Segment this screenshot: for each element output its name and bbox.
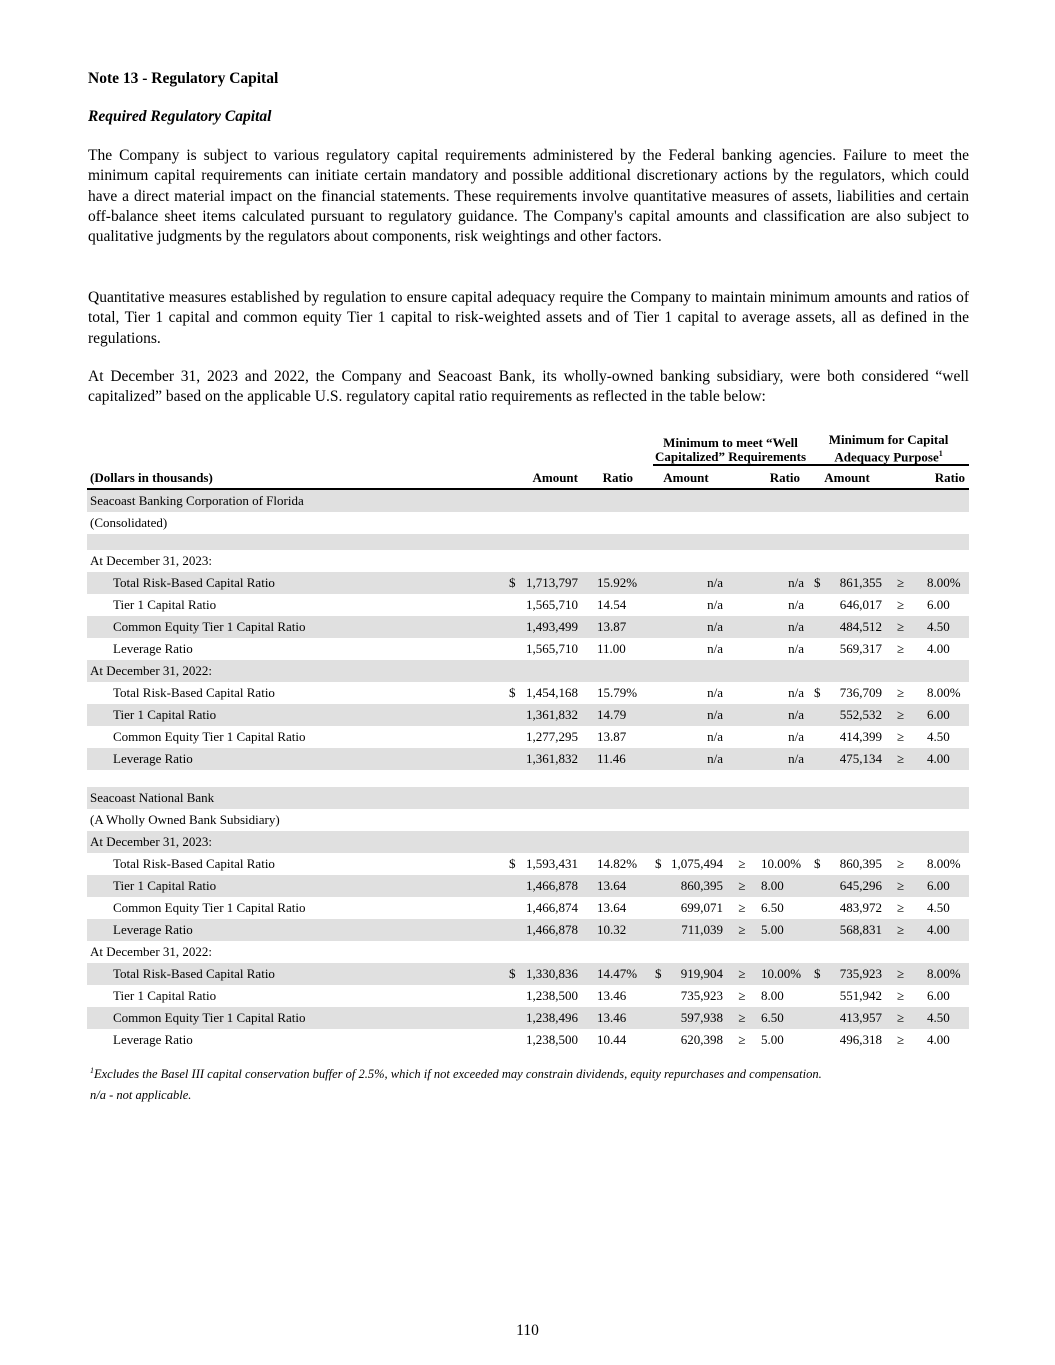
ratio-cell: 14.47% <box>597 966 638 982</box>
greater-equal-symbol: ≥ <box>738 878 746 894</box>
dollar-sign: $ <box>814 966 821 982</box>
greater-equal-symbol: ≥ <box>896 641 905 657</box>
table-row <box>87 616 969 638</box>
amount-cell: n/a <box>707 685 723 701</box>
column-header: Amount <box>645 466 727 489</box>
amount-cell: n/a <box>707 751 723 767</box>
metric-label: Leverage Ratio <box>113 922 193 938</box>
ratio-cell: 4.00 <box>927 751 950 767</box>
ratio-cell: 4.50 <box>927 1010 950 1026</box>
amount-cell: 484,512 <box>839 619 883 635</box>
row-label: At December 31, 2022: <box>90 944 213 960</box>
amount-cell: 413,957 <box>839 1010 883 1026</box>
greater-equal-symbol: ≥ <box>896 707 905 723</box>
amount-cell: 735,923 <box>839 966 883 982</box>
capital-adequacy-header: Minimum for Capital Adequacy Purpose$^1$ <box>808 433 969 466</box>
ratio-cell: 8.00 <box>761 988 784 1004</box>
ratio-cell: 14.82% <box>597 856 638 872</box>
table-row <box>87 919 969 941</box>
greater-equal-symbol: ≥ <box>738 856 746 872</box>
greater-equal-symbol: ≥ <box>738 922 746 938</box>
ratio-cell: n/a <box>788 729 805 745</box>
amount-cell: n/a <box>707 641 723 657</box>
table-body <box>87 489 969 1051</box>
table-row <box>87 638 969 660</box>
metric-label: Common Equity Tier 1 Capital Ratio <box>113 900 306 916</box>
ratio-cell: n/a <box>788 575 805 591</box>
units-label: (Dollars in thousands) <box>87 466 495 489</box>
amount-cell: 551,942 <box>839 988 883 1004</box>
ratio-cell: 4.00 <box>927 922 950 938</box>
dollar-sign: $ <box>509 966 516 982</box>
ratio-cell: 4.50 <box>927 619 950 635</box>
section-row <box>87 809 969 831</box>
row-label: (A Wholly Owned Bank Subsidiary) <box>90 812 280 828</box>
amount-cell: 1,277,295 <box>526 729 578 745</box>
metric-label: Leverage Ratio <box>113 641 193 657</box>
amount-cell: 597,938 <box>680 1010 723 1026</box>
metric-label: Tier 1 Capital Ratio <box>113 988 217 1004</box>
dollar-sign: $ <box>814 575 821 591</box>
ratio-cell: n/a <box>788 707 805 723</box>
column-header: Ratio <box>582 466 645 489</box>
row-label: Seacoast Banking Corporation of Florida <box>90 493 304 509</box>
amount-cell: n/a <box>707 729 723 745</box>
table-row <box>87 875 969 897</box>
ratio-cell: 5.00 <box>761 1032 784 1048</box>
paragraph: Quantitative measures established by regulation to ensure capital adequacy require the Company to maintain minimum amounts and ratios of total, Tier 1 capital and common equity Tier 1 capital to risk-weighted assets and of Tier 1 capital to average assets, all as defined in the regulations. <box>88 289 969 347</box>
row-label: At December 31, 2023: <box>90 553 213 569</box>
amount-cell: 1,565,710 <box>526 641 578 657</box>
amount-cell: 645,296 <box>839 878 883 894</box>
amount-cell: 620,398 <box>680 1032 723 1048</box>
ratio-cell: 15.92% <box>597 575 638 591</box>
amount-cell: 861,355 <box>839 575 883 591</box>
ratio-cell: 6.50 <box>761 1010 784 1026</box>
metric-label: Tier 1 Capital Ratio <box>113 707 217 723</box>
greater-equal-symbol: ≥ <box>896 751 905 767</box>
ratio-cell: 14.79 <box>597 707 627 723</box>
amount-cell: 552,532 <box>839 707 883 723</box>
section-row <box>87 550 969 572</box>
dollar-sign: $ <box>814 856 821 872</box>
ratio-cell: 4.00 <box>927 641 950 657</box>
row-label: At December 31, 2022: <box>90 663 213 679</box>
spacer-row <box>87 534 969 550</box>
greater-equal-symbol: ≥ <box>896 1010 905 1026</box>
amount-cell: 1,361,832 <box>526 707 578 723</box>
amount-cell: 1,713,797 <box>526 575 578 591</box>
section-subheading: Required Regulatory Capital <box>88 108 272 125</box>
ratio-cell: 10.00% <box>761 966 802 982</box>
table-row <box>87 853 969 875</box>
amount-cell: 569,317 <box>839 641 883 657</box>
ratio-cell: 8.00% <box>927 575 961 591</box>
metric-label: Leverage Ratio <box>113 751 193 767</box>
ratio-cell: 6.00 <box>927 988 950 1004</box>
section-row <box>87 941 969 963</box>
ratio-cell: 10.44 <box>597 1032 627 1048</box>
row-label: At December 31, 2023: <box>90 834 213 850</box>
ratio-cell: 14.54 <box>597 597 627 613</box>
metric-label: Total Risk-Based Capital Ratio <box>113 575 275 591</box>
greater-equal-symbol: ≥ <box>896 988 905 1004</box>
greater-equal-symbol: ≥ <box>896 900 905 916</box>
greater-equal-symbol: ≥ <box>896 619 905 635</box>
amount-cell: 1,466,874 <box>526 900 578 916</box>
row-label: Seacoast National Bank <box>90 790 215 806</box>
footnote-na: n/a - not applicable. <box>90 1088 192 1102</box>
page-number: 110 <box>516 1322 539 1339</box>
ratio-cell: 10.32 <box>597 922 627 938</box>
ratio-cell: 6.00 <box>927 878 950 894</box>
column-header: Ratio <box>757 466 808 489</box>
greater-equal-symbol: ≥ <box>738 900 746 916</box>
column-header: Amount <box>808 466 886 489</box>
amount-cell: 568,831 <box>839 922 883 938</box>
table-row <box>87 1029 969 1051</box>
greater-equal-symbol: ≥ <box>896 856 905 872</box>
metric-label: Leverage Ratio <box>113 1032 193 1048</box>
metric-label: Total Risk-Based Capital Ratio <box>113 966 275 982</box>
amount-cell: 1,238,496 <box>526 1010 578 1026</box>
metric-label: Common Equity Tier 1 Capital Ratio <box>113 619 306 635</box>
table-row <box>87 682 969 704</box>
ratio-cell: 4.00 <box>927 1032 950 1048</box>
amount-cell: 414,399 <box>839 729 883 745</box>
paragraph: The Company is subject to various regulatory capital requirements administered by the Federal banking agencies. Failure to meet the minimum capital requirements can initiate certain mandatory and possible additional discretionary actions by the regulators, which could have a direct material impact on the financial statements. These requirements involve quantitative measures of assets, liabilities and certain off-balance sheet items calculated pursuant to regulatory guidance. The Company's capital amounts and classification are also subject to qualitative judgments by the regulators about components, risk weightings and other factors. <box>88 147 969 246</box>
table-row <box>87 704 969 726</box>
greater-equal-symbol: ≥ <box>896 597 905 613</box>
amount-cell: 1,330,836 <box>526 966 578 982</box>
ratio-cell: n/a <box>788 597 805 613</box>
amount-cell: 1,466,878 <box>526 922 578 938</box>
greater-equal-symbol: ≥ <box>896 685 905 701</box>
ratio-cell: 13.64 <box>597 878 627 894</box>
greater-equal-symbol: ≥ <box>738 1010 746 1026</box>
amount-cell: 711,039 <box>681 922 723 938</box>
table-row <box>87 726 969 748</box>
footnote-mark: 1 <box>938 448 943 458</box>
section-row <box>87 831 969 853</box>
ratio-cell: n/a <box>788 685 805 701</box>
greater-equal-symbol: ≥ <box>896 575 905 591</box>
section-row <box>87 512 969 534</box>
table-row <box>87 748 969 770</box>
amount-cell: 646,017 <box>839 597 883 613</box>
greater-equal-symbol: ≥ <box>896 878 905 894</box>
greater-equal-symbol: ≥ <box>896 922 905 938</box>
regulatory-capital-table <box>87 433 969 1051</box>
table-row <box>87 897 969 919</box>
amount-cell: n/a <box>707 707 723 723</box>
ratio-cell: 5.00 <box>761 922 784 938</box>
amount-cell: n/a <box>707 575 723 591</box>
paragraph: At December 31, 2023 and 2022, the Company and Seacoast Bank, its wholly-owned banking subsidiary, were both considered “well capitalized” based on the applicable U.S. regulatory capital ratio requirements as reflected in the table below: <box>88 368 969 406</box>
footnote: $^1$Excludes the Basel III capital conservation buffer of 2.5%, which if not exceeded may constrain dividends, equity repurchases and compensation. <box>90 1066 822 1082</box>
ratio-cell: 4.50 <box>927 900 950 916</box>
dollar-sign: $ <box>509 856 516 872</box>
greater-equal-symbol: ≥ <box>896 1032 905 1048</box>
greater-equal-symbol: ≥ <box>896 729 905 745</box>
ratio-cell: 11.00 <box>597 641 626 657</box>
ratio-cell: 8.00% <box>927 966 961 982</box>
row-label: (Consolidated) <box>90 515 168 531</box>
amount-cell: 860,395 <box>839 856 883 872</box>
dollar-sign: $ <box>509 575 516 591</box>
ratio-cell: n/a <box>788 619 805 635</box>
greater-equal-symbol: ≥ <box>738 988 746 1004</box>
column-header: Amount <box>495 466 582 489</box>
amount-cell: 1,466,878 <box>526 878 578 894</box>
ratio-cell: 13.46 <box>597 1010 627 1026</box>
well-capitalized-header: Minimum to meet “Well Capitalized” Requirements <box>653 436 808 466</box>
greater-equal-symbol: ≥ <box>738 1032 746 1048</box>
amount-cell: 919,904 <box>680 966 723 982</box>
amount-cell: 1,075,494 <box>671 856 723 872</box>
amount-cell: 1,361,832 <box>526 751 578 767</box>
table-row <box>87 963 969 985</box>
amount-cell: 1,593,431 <box>526 856 578 872</box>
amount-cell: 475,134 <box>839 751 883 767</box>
metric-label: Total Risk-Based Capital Ratio <box>113 685 275 701</box>
ratio-cell: 8.00% <box>927 856 961 872</box>
section-row <box>87 489 969 512</box>
dollar-sign: $ <box>655 966 662 982</box>
section-row <box>87 660 969 682</box>
amount-cell: 483,972 <box>839 900 883 916</box>
ratio-cell: 8.00% <box>927 685 961 701</box>
ratio-cell: 4.50 <box>927 729 950 745</box>
amount-cell: 1,493,499 <box>526 619 578 635</box>
metric-label: Common Equity Tier 1 Capital Ratio <box>113 1010 306 1026</box>
spacer-row <box>87 770 969 787</box>
section-row <box>87 787 969 809</box>
ratio-cell: 13.64 <box>597 900 627 916</box>
metric-label: Total Risk-Based Capital Ratio <box>113 856 275 872</box>
column-header: Ratio <box>915 466 969 489</box>
amount-cell: 1,565,710 <box>526 597 578 613</box>
ratio-cell: 11.46 <box>597 751 626 767</box>
ratio-cell: 8.00 <box>761 878 784 894</box>
ratio-cell: n/a <box>788 641 805 657</box>
note-heading: Note 13 - Regulatory Capital <box>88 70 279 87</box>
ratio-cell: 15.79% <box>597 685 638 701</box>
metric-label: Tier 1 Capital Ratio <box>113 597 217 613</box>
amount-cell: 496,318 <box>839 1032 883 1048</box>
table-row <box>87 572 969 594</box>
dollar-sign: $ <box>509 685 516 701</box>
amount-cell: 1,238,500 <box>526 988 578 1004</box>
ratio-cell: 13.87 <box>597 729 627 745</box>
amount-cell: n/a <box>707 597 723 613</box>
greater-equal-symbol: ≥ <box>738 966 746 982</box>
amount-cell: 860,395 <box>680 878 723 894</box>
greater-equal-symbol: ≥ <box>896 966 905 982</box>
dollar-sign: $ <box>814 685 821 701</box>
amount-cell: 1,238,500 <box>526 1032 578 1048</box>
ratio-cell: n/a <box>788 751 805 767</box>
amount-cell: 736,709 <box>839 685 883 701</box>
metric-label: Tier 1 Capital Ratio <box>113 878 217 894</box>
amount-cell: 699,071 <box>680 900 723 916</box>
table-row <box>87 594 969 616</box>
metric-label: Common Equity Tier 1 Capital Ratio <box>113 729 306 745</box>
ratio-cell: 10.00% <box>761 856 802 872</box>
ratio-cell: 13.87 <box>597 619 627 635</box>
amount-cell: 735,923 <box>680 988 723 1004</box>
ratio-cell: 6.50 <box>761 900 784 916</box>
amount-cell: n/a <box>707 619 723 635</box>
amount-cell: 1,454,168 <box>526 685 578 701</box>
ratio-cell: 13.46 <box>597 988 627 1004</box>
ratio-cell: 6.00 <box>927 707 950 723</box>
table-row <box>87 1007 969 1029</box>
table-row <box>87 985 969 1007</box>
ratio-cell: 6.00 <box>927 597 950 613</box>
dollar-sign: $ <box>655 856 662 872</box>
